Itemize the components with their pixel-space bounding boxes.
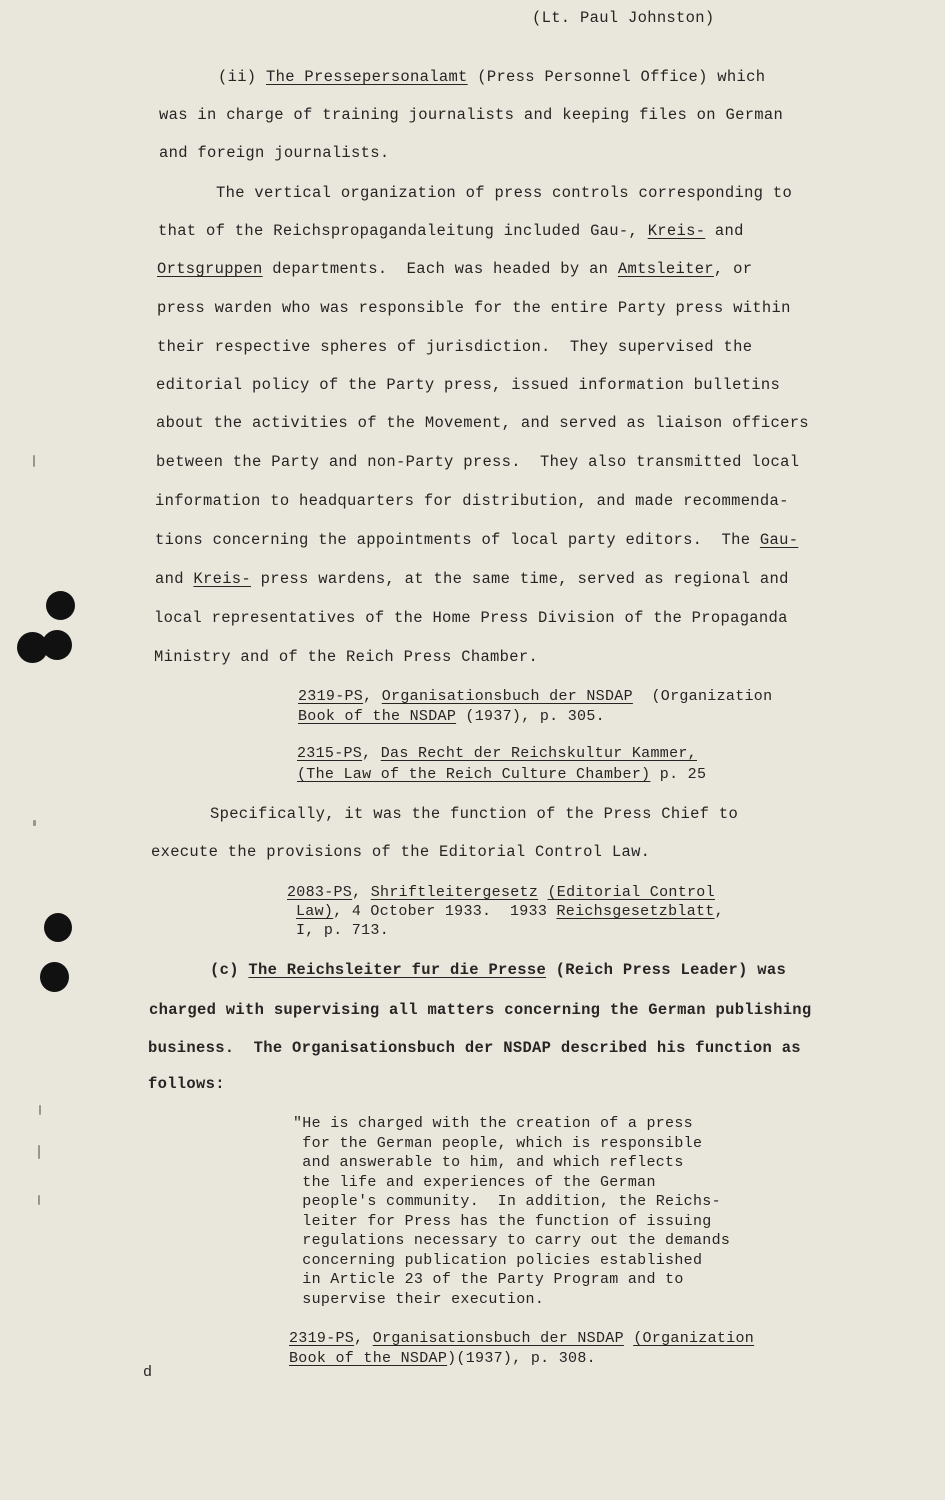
citation-title: Das Recht der Reichskultur Kammer,	[380, 745, 697, 762]
sec-c-line-2: charged with supervising all matters concerning the German publishing	[149, 1001, 812, 1019]
citation-3-line-3: I, p. 713.	[296, 922, 390, 939]
citation-title: Book of the NSDAP	[298, 708, 457, 725]
text: and	[155, 570, 194, 588]
citation-4-line-2	[289, 1350, 596, 1368]
text: (Reich Press Leader) was	[546, 961, 787, 979]
sec-ii-line-2: was in charge of training journalists and keeping files on German	[159, 106, 784, 124]
punch-hole	[40, 962, 69, 992]
quote-line: in Article 23 of the Party Program and to	[293, 1271, 684, 1288]
term: Kreis-	[647, 222, 706, 240]
text: tions concerning the appointments of local party editors. The	[155, 531, 760, 549]
text: press wardens, at the same time, served as regional and	[251, 570, 789, 588]
term: The Reichsleiter fur die Presse	[248, 961, 547, 979]
citation-2-line-1	[297, 745, 697, 763]
text: departments. Each was headed by an	[262, 260, 618, 278]
sec-c-line-4: follows:	[148, 1075, 225, 1093]
specifically-line-2: execute the provisions of the Editorial Control Law.	[151, 843, 651, 861]
quote-line: the life and experiences of the German	[293, 1173, 656, 1191]
punch-hole	[42, 630, 72, 660]
para-line-11	[155, 570, 789, 588]
quote-line: for the German people, which is responsible	[293, 1134, 703, 1152]
citation-title: Book of the NSDAP	[289, 1350, 448, 1367]
para-line-7: about the activities of the Movement, and served as liaison officers	[156, 414, 809, 432]
quote-line: leiter for Press has the function of issuing	[293, 1212, 712, 1230]
quote-line: "He is charged with the creation of a press	[293, 1115, 693, 1132]
citation-3-line-2	[296, 903, 724, 921]
citation-4-line-1	[289, 1330, 754, 1348]
text: p. 25	[650, 766, 707, 783]
para-line-6: editorial policy of the Party press, issued information bulletins	[156, 376, 781, 394]
quote-line: supervise their execution.	[293, 1290, 545, 1308]
sec-ii-line-1	[218, 68, 765, 86]
sec-ii-line-3: and foreign journalists.	[159, 144, 390, 162]
text	[624, 1330, 633, 1347]
margin-speck	[38, 1145, 40, 1159]
term: The Pressepersonalamt	[266, 68, 468, 86]
para-line-8: between the Party and non-Party press. They also transmitted local	[156, 453, 800, 471]
citation-title: Shriftleitergesetz	[370, 884, 539, 901]
margin-speck	[38, 1195, 40, 1205]
doc-number: 2319-PS	[298, 688, 364, 705]
citation-2-line-2	[297, 766, 706, 784]
text: )(1937), p. 308.	[447, 1350, 596, 1367]
text: (1937), p. 305.	[456, 708, 605, 725]
para-line-3	[157, 260, 752, 278]
para-line-9: information to headquarters for distribution, and made recommenda-	[155, 492, 789, 510]
quote-line: people's community. In addition, the Reichs-	[293, 1193, 721, 1210]
text: (Press Personnel Office) which	[467, 68, 766, 86]
citation-title: (Organization	[633, 1330, 755, 1347]
para-line-1: The vertical organization of press controls corresponding to	[216, 184, 793, 202]
margin-speck	[33, 455, 35, 467]
text: that of the Reichspropagandaleitung included Gau-,	[158, 222, 648, 240]
citation-title: Law)	[296, 903, 334, 920]
citation-1-line-2	[298, 708, 605, 726]
text: , 4 October 1933. 1933	[333, 903, 557, 920]
quote-line: and answerable to him, and which reflects	[293, 1154, 684, 1171]
margin-speck	[39, 1105, 41, 1115]
citation-title: (The Law of the Reich Culture Chamber)	[297, 766, 651, 783]
para-line-13: Ministry and of the Reich Press Chamber.	[154, 648, 539, 666]
text: ,	[362, 745, 381, 762]
citation-1-line-1	[298, 688, 772, 706]
para-line-2	[158, 222, 744, 240]
citation-3-line-1	[287, 884, 715, 902]
doc-number: 2319-PS	[289, 1330, 355, 1347]
citation-title: Organisationsbuch der NSDAP	[372, 1330, 624, 1347]
para-line-12: local representatives of the Home Press Division of the Propaganda	[154, 609, 788, 627]
doc-number: 2315-PS	[297, 745, 363, 762]
text: ,	[363, 688, 382, 705]
text: ,	[354, 1330, 373, 1347]
citation-title: Reichsgesetzblatt	[556, 903, 715, 920]
text: (Organization	[632, 688, 773, 705]
text: ,	[714, 903, 724, 920]
text: , or	[713, 260, 753, 278]
text: (c)	[210, 961, 249, 979]
doc-number: 2083-PS	[287, 884, 353, 901]
sec-c-line-3: business. The Organisationsbuch der NSDAP described his function as	[148, 1039, 801, 1057]
para-line-5: their respective spheres of jurisdiction. They supervised the	[157, 338, 753, 356]
punch-hole	[44, 913, 72, 942]
sec-c-line-1	[210, 961, 786, 979]
text: (ii)	[218, 68, 267, 86]
para-line-4: press warden who was responsible for the entire Party press within	[157, 299, 791, 317]
page-mark: d	[143, 1364, 153, 1381]
term: Amtsleiter	[617, 260, 714, 278]
term: Kreis-	[193, 570, 252, 588]
citation-title: Organisationsbuch der NSDAP	[381, 688, 633, 705]
term: Ortsgruppen	[157, 260, 263, 278]
text: ,	[352, 884, 371, 901]
citation-title: (Editorial Control	[547, 884, 715, 901]
punch-hole	[46, 591, 75, 620]
text: and	[705, 222, 744, 240]
margin-speck	[33, 820, 36, 826]
quote-line: concerning publication policies established	[293, 1251, 703, 1269]
para-line-10	[155, 531, 798, 549]
term: Gau-	[759, 531, 799, 549]
author-note: (Lt. Paul Johnston)	[532, 9, 715, 27]
quote-line: regulations necessary to carry out the demands	[293, 1232, 731, 1249]
specifically-line-1: Specifically, it was the function of the Press Chief to	[210, 805, 739, 823]
